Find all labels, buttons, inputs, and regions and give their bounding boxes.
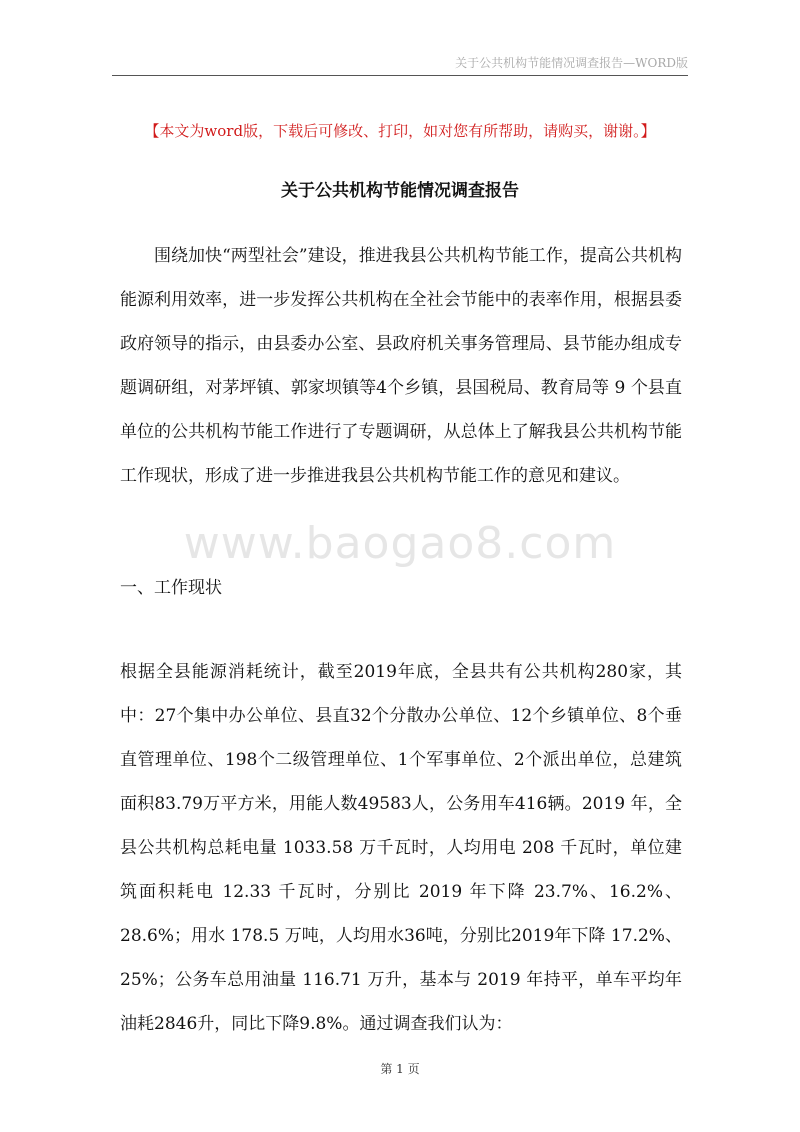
download-notice: 【本文为word版，下载后可修改、打印，如对您有所帮助，请购买，谢谢。】 bbox=[144, 122, 656, 140]
page-number: 第 1 页 bbox=[380, 1062, 420, 1076]
status-paragraph: 根据全县能源消耗统计，截至2019年底，全县共有公共机构280家，其中：27个集中办公单位、县直32个分散办公单位、12个乡镇单位、8个垂直管理单位、198个二级管理单位、1个军事单位、2个派出单位，总建筑面积83.79万平方米，用能人数49583人，公务用车416辆。2019 年，全县公共机构总耗电量 1033.58 万千瓦时，人均用电 208 千瓦时，单位建筑面积耗电 12.33 千瓦时，分别比 2019 年下降 23.7%、16.2%、28.6%；用水 178.5 万吨，人均用水36吨，分别比2019年下降 17.2%、25%；公务车总用油量 116.71 万升，基本与 2019 年持平，单车平均年油耗2846升，同比下降9.8%。通过调查我们认为： bbox=[120, 662, 682, 1034]
intro-paragraph: 围绕加快“两型社会”建设，推进我县公共机构节能工作，提高公共机构能源利用效率，进一步发挥公共机构在全社会节能中的表率作用，根据县委政府领导的指示，由县委办公室、县政府机关事务管理局、县节能办组成专题调研组，对茅坪镇、郭家坝镇等4个乡镇，县国税局、教育局等 9 个县直单位的公共机构节能工作进行了专题调研，从总体上了解我县公共机构节能工作现状，形成了进一步推进我县公共机构节能工作的意见和建议。 bbox=[120, 246, 682, 486]
document-title: 关于公共机构节能情况调查报告 bbox=[281, 181, 519, 201]
running-header: 关于公共机构节能情况调查报告—WORD版 bbox=[455, 56, 688, 70]
section-heading: 一、工作现状 bbox=[120, 578, 222, 598]
header-divider bbox=[112, 75, 688, 76]
watermark: www.baogao8.com bbox=[183, 518, 617, 569]
